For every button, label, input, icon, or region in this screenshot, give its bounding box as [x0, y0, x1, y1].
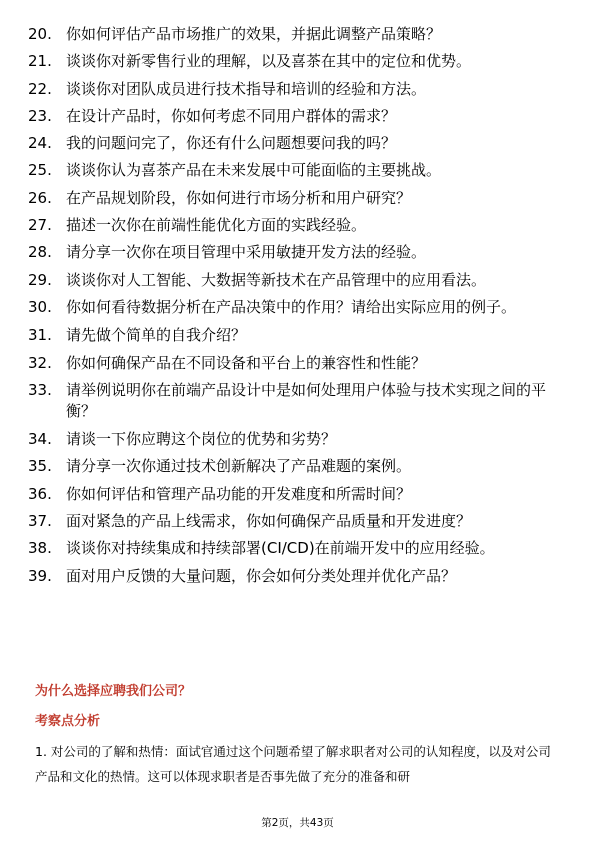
question-text: 在产品规划阶段，你如何进行市场分析和用户研究？ — [66, 188, 412, 207]
question-number: 21. — [28, 52, 52, 71]
question-item — [0, 380, 595, 422]
section-heading: 为什么选择应聘我们公司？ — [35, 684, 192, 699]
question-item — [0, 51, 595, 71]
question-text: 谈谈你对持续集成和持续部署(CI/CD)在前端开发中的应用经验。 — [66, 539, 495, 558]
question-number: 26. — [28, 188, 52, 207]
question-text: 在设计产品时，你如何考虑不同用户群体的需求？ — [66, 106, 397, 125]
question-text: 谈谈你对人工智能、大数据等新技术在产品管理中的应用看法。 — [66, 270, 487, 289]
question-text: 请举例说明你在前端产品设计中是如何处理用户体验与技术实现之间的平衡？ — [66, 380, 547, 420]
question-text: 你如何看待数据分析在产品决策中的作用？请给出实际应用的例子。 — [66, 297, 517, 316]
question-item — [0, 133, 595, 153]
question-list — [0, 24, 595, 593]
question-number: 29. — [28, 270, 52, 289]
question-number: 37. — [28, 512, 52, 531]
question-text: 你如何评估和管理产品功能的开发难度和所需时间？ — [66, 484, 412, 503]
question-number: 33. — [28, 380, 52, 399]
question-text: 我的问题问完了，你还有什么问题想要问我的吗？ — [66, 134, 397, 153]
question-number: 20. — [28, 25, 52, 43]
question-item — [0, 106, 595, 126]
question-number: 35. — [28, 457, 52, 476]
question-item — [0, 429, 595, 449]
question-number: 27. — [28, 216, 52, 235]
question-number: 36. — [28, 484, 52, 503]
question-text: 请分享一次你通过技术创新解决了产品难题的案例。 — [66, 457, 412, 476]
question-item — [0, 456, 595, 476]
question-text: 谈谈你对团队成员进行技术指导和培训的经验和方法。 — [66, 79, 427, 98]
question-number: 30. — [28, 297, 52, 316]
question-item — [0, 215, 595, 235]
question-text: 面对用户反馈的大量问题，你会如何分类处理并优化产品？ — [66, 566, 457, 585]
question-number: 25. — [28, 161, 52, 180]
question-item — [0, 160, 595, 180]
question-number: 31. — [28, 326, 52, 345]
question-number: 38. — [28, 539, 52, 558]
question-text: 请先做个简单的自我介绍？ — [66, 326, 247, 345]
question-text: 请分享一次你在项目管理中采用敏捷开发方法的经验。 — [66, 243, 427, 262]
question-item — [0, 188, 595, 208]
question-text: 面对紧急的产品上线需求，你如何确保产品质量和开发进度？ — [66, 512, 472, 531]
question-number: 39. — [28, 566, 52, 585]
question-item — [0, 325, 595, 345]
question-item — [0, 297, 595, 318]
question-item — [0, 566, 595, 586]
analysis-paragraph: 1. 对公司的了解和热情：面试官通过这个问题希望了解求职者对公司的认知程度，以及对公司产品和文化的热情。这可以体现求职者是否事先做了充分的准备和研 — [35, 744, 551, 784]
question-item — [0, 484, 595, 504]
question-number: 22. — [28, 79, 52, 98]
page-footer: 第2页，共43页 — [261, 817, 334, 829]
question-number: 32. — [28, 353, 52, 372]
question-text: 你如何确保产品在不同设备和平台上的兼容性和性能？ — [66, 353, 427, 372]
question-item — [0, 538, 595, 558]
subsection-heading: 考察点分析 — [35, 714, 101, 729]
question-text: 请谈一下你应聘这个岗位的优势和劣势？ — [66, 430, 337, 449]
question-number: 23. — [28, 106, 52, 125]
question-text: 你如何评估产品市场推广的效果，并据此调整产品策略？ — [66, 25, 442, 43]
question-item — [0, 24, 595, 44]
question-number: 28. — [28, 243, 52, 262]
question-item — [0, 353, 595, 373]
question-text: 谈谈你对新零售行业的理解，以及喜茶在其中的定位和优势。 — [66, 52, 472, 71]
question-item — [0, 511, 595, 531]
question-text: 描述一次你在前端性能优化方面的实践经验。 — [66, 216, 367, 235]
question-text: 谈谈你认为喜茶产品在未来发展中可能面临的主要挑战。 — [66, 161, 442, 180]
question-number: 24. — [28, 134, 52, 153]
question-number: 34. — [28, 430, 52, 449]
question-item — [0, 242, 595, 262]
question-item — [0, 270, 595, 290]
question-item — [0, 79, 595, 99]
